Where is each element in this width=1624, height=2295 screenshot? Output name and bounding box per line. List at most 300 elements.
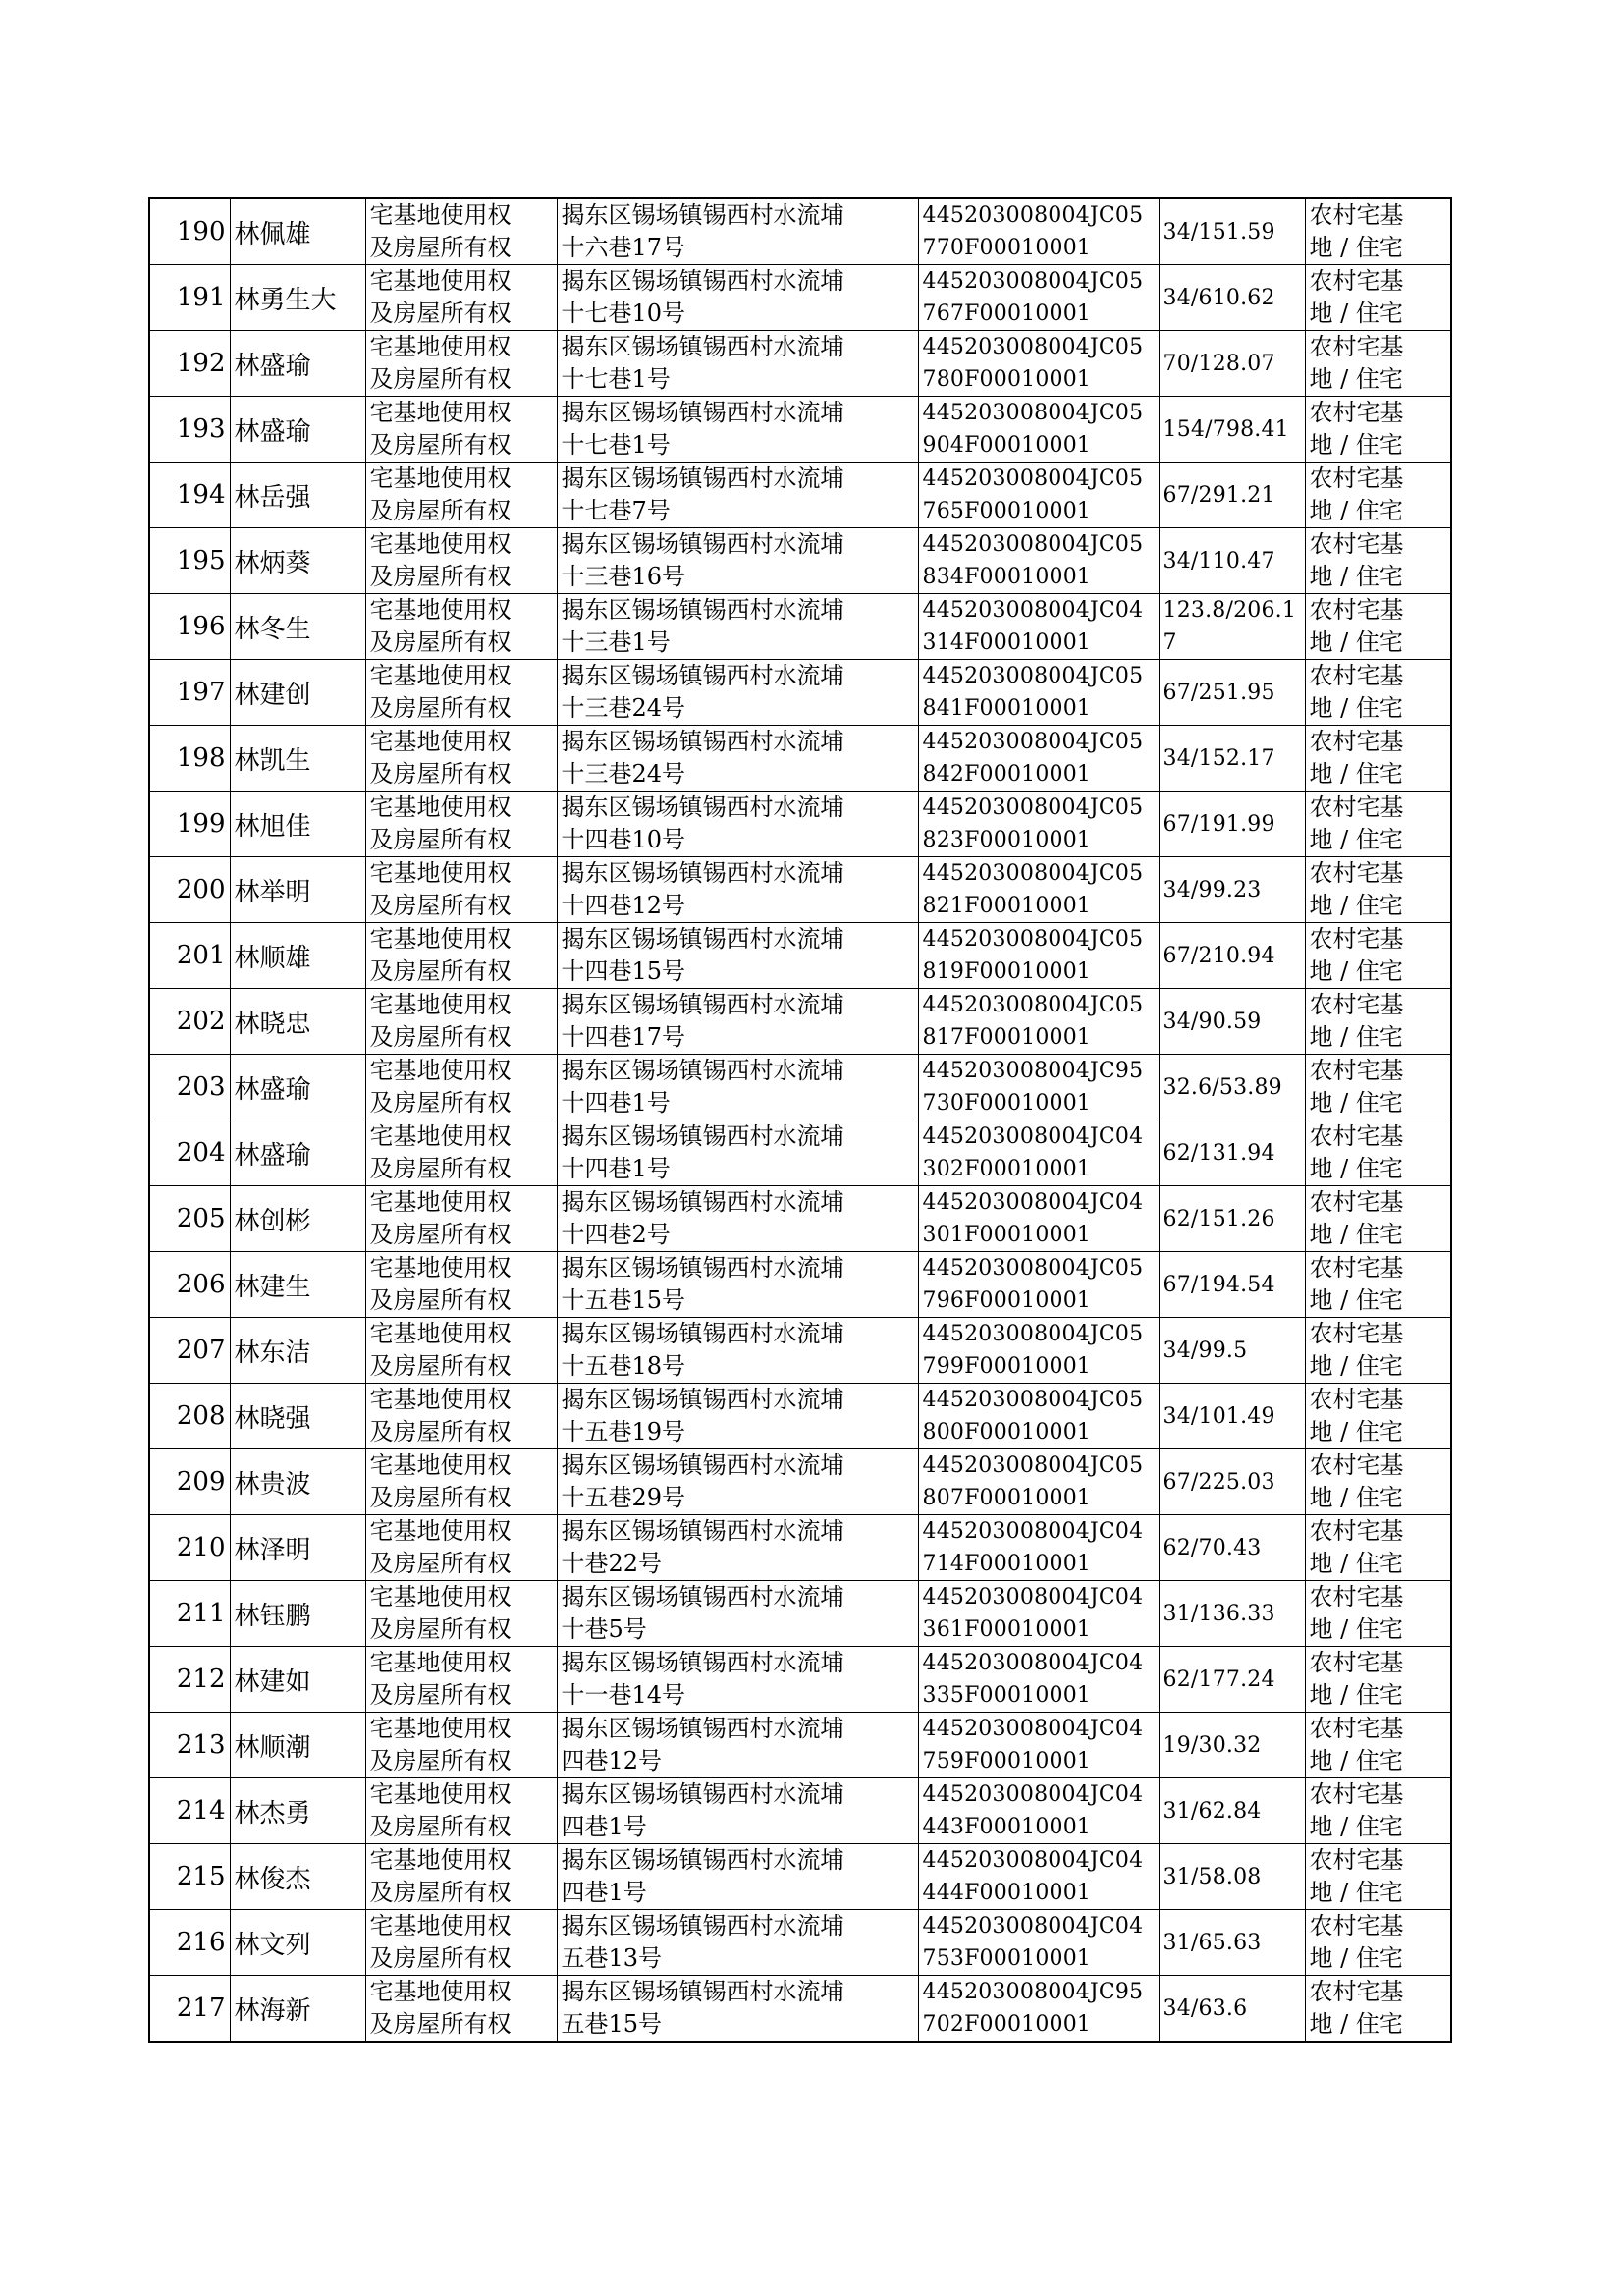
right-type-line: 及房屋所有权 bbox=[369, 1681, 512, 1709]
owner-name: 林盛瑜 bbox=[234, 1140, 311, 1171]
right-type-line: 及房屋所有权 bbox=[369, 1221, 512, 1248]
table-row bbox=[149, 1581, 1451, 1647]
owner-name-cell bbox=[230, 1515, 365, 1581]
address-line: 揭东区锡场镇锡西村水流埔 bbox=[561, 1057, 844, 1084]
right-type-line: 宅基地使用权 bbox=[369, 1188, 512, 1216]
right-type-line: 及房屋所有权 bbox=[369, 826, 512, 853]
owner-name-cell bbox=[230, 463, 365, 528]
table-row bbox=[149, 1384, 1451, 1449]
right-type-cell bbox=[365, 1713, 557, 1778]
parcel-code-line: 361F00010001 bbox=[922, 1617, 1092, 1642]
parcel-code-cell bbox=[918, 1778, 1159, 1844]
owner-name-cell bbox=[230, 397, 365, 463]
right-type-line: 宅基地使用权 bbox=[369, 596, 512, 624]
row-number-cell bbox=[149, 1515, 230, 1581]
land-use-line: 地 / 住宅 bbox=[1309, 1155, 1403, 1182]
parcel-code-line: 807F00010001 bbox=[922, 1486, 1092, 1510]
address-line: 揭东区锡场镇锡西村水流埔 bbox=[561, 1188, 844, 1216]
land-use-cell bbox=[1305, 198, 1451, 265]
right-type-line: 及房屋所有权 bbox=[369, 2010, 512, 2038]
parcel-code-line: 714F00010001 bbox=[922, 1552, 1092, 1576]
owner-name-cell bbox=[230, 331, 365, 397]
address-cell bbox=[557, 1120, 918, 1186]
table-row bbox=[149, 660, 1451, 726]
area-value: 67/291.21 bbox=[1163, 482, 1275, 508]
owner-name-cell bbox=[230, 792, 365, 857]
owner-name: 林盛瑜 bbox=[234, 416, 311, 447]
area-value: 31/58.08 bbox=[1163, 1864, 1262, 1889]
area-value: 31/65.63 bbox=[1163, 1930, 1262, 1955]
owner-name-cell bbox=[230, 1120, 365, 1186]
parcel-code-cell bbox=[918, 989, 1159, 1055]
right-type-line: 及房屋所有权 bbox=[369, 1155, 512, 1182]
owner-name: 林冬生 bbox=[234, 614, 311, 644]
row-number: 211 bbox=[176, 1599, 226, 1628]
address-line: 揭东区锡场镇锡西村水流埔 bbox=[561, 1320, 844, 1347]
parcel-code-line: 842F00010001 bbox=[922, 762, 1092, 787]
address-line: 揭东区锡场镇锡西村水流埔 bbox=[561, 464, 844, 492]
parcel-code-line: 445203008004JC04 bbox=[922, 1782, 1144, 1807]
right-type-line: 宅基地使用权 bbox=[369, 859, 512, 887]
land-use-cell bbox=[1305, 1976, 1451, 2043]
land-use-cell bbox=[1305, 463, 1451, 528]
row-number: 215 bbox=[176, 1862, 226, 1891]
right-type-line: 宅基地使用权 bbox=[369, 1649, 512, 1676]
land-use-line: 地 / 住宅 bbox=[1309, 892, 1403, 919]
land-use-line: 地 / 住宅 bbox=[1309, 1944, 1403, 1972]
address-line: 揭东区锡场镇锡西村水流埔 bbox=[561, 596, 844, 624]
area-value: 67/210.94 bbox=[1163, 943, 1275, 968]
address-cell bbox=[557, 198, 918, 265]
land-use-cell bbox=[1305, 1186, 1451, 1252]
owner-name-cell bbox=[230, 1910, 365, 1976]
parcel-code-line: 314F00010001 bbox=[922, 630, 1092, 655]
table-row bbox=[149, 1910, 1451, 1976]
land-use-cell bbox=[1305, 528, 1451, 594]
address-line: 揭东区锡场镇锡西村水流埔 bbox=[561, 925, 844, 953]
land-use-line: 地 / 住宅 bbox=[1309, 760, 1403, 788]
parcel-code-line: 445203008004JC05 bbox=[922, 401, 1144, 425]
row-number: 207 bbox=[176, 1336, 226, 1365]
parcel-code-cell bbox=[918, 1647, 1159, 1713]
area-cell bbox=[1159, 726, 1305, 792]
area-value: 32.6/53.89 bbox=[1163, 1074, 1282, 1100]
land-use-line: 农村宅基 bbox=[1309, 1649, 1404, 1676]
parcel-code-line: 444F00010001 bbox=[922, 1881, 1092, 1905]
parcel-code-line: 823F00010001 bbox=[922, 828, 1092, 852]
address-line: 十七巷1号 bbox=[561, 431, 671, 459]
right-type-line: 宅基地使用权 bbox=[369, 530, 512, 558]
address-line: 十四巷10号 bbox=[561, 826, 686, 853]
land-use-line: 地 / 住宅 bbox=[1309, 431, 1403, 459]
row-number: 200 bbox=[176, 875, 226, 904]
parcel-code-line: 445203008004JC05 bbox=[922, 861, 1144, 886]
parcel-code-cell bbox=[918, 1055, 1159, 1120]
address-line: 十三巷1号 bbox=[561, 628, 671, 656]
row-number: 193 bbox=[176, 414, 226, 444]
table-row bbox=[149, 594, 1451, 660]
address-line: 揭东区锡场镇锡西村水流埔 bbox=[561, 1912, 844, 1940]
right-type-cell bbox=[365, 1647, 557, 1713]
row-number-cell bbox=[149, 923, 230, 989]
land-use-cell bbox=[1305, 726, 1451, 792]
land-use-cell bbox=[1305, 1910, 1451, 1976]
table-row bbox=[149, 1647, 1451, 1713]
land-use-line: 农村宅基 bbox=[1309, 1451, 1404, 1479]
table-row bbox=[149, 1778, 1451, 1844]
right-type-cell bbox=[365, 198, 557, 265]
address-cell bbox=[557, 1186, 918, 1252]
right-type-cell bbox=[365, 1055, 557, 1120]
area-value: 34/90.59 bbox=[1163, 1009, 1262, 1034]
owner-name-cell bbox=[230, 1449, 365, 1515]
owner-name-cell bbox=[230, 726, 365, 792]
row-number: 204 bbox=[176, 1138, 226, 1168]
land-use-line: 地 / 住宅 bbox=[1309, 1484, 1403, 1511]
land-use-cell bbox=[1305, 1844, 1451, 1910]
land-use-cell bbox=[1305, 923, 1451, 989]
address-cell bbox=[557, 1976, 918, 2043]
row-number: 206 bbox=[176, 1270, 226, 1299]
row-number: 192 bbox=[176, 349, 226, 378]
address-line: 五巷13号 bbox=[561, 1944, 663, 1972]
right-type-cell bbox=[365, 265, 557, 331]
right-type-line: 及房屋所有权 bbox=[369, 760, 512, 788]
parcel-code-line: 445203008004JC05 bbox=[922, 993, 1144, 1017]
parcel-code-line: 445203008004JC05 bbox=[922, 1453, 1144, 1478]
area-cell bbox=[1159, 397, 1305, 463]
owner-name-cell bbox=[230, 1844, 365, 1910]
address-cell bbox=[557, 660, 918, 726]
table-row bbox=[149, 1449, 1451, 1515]
address-line: 十巷5号 bbox=[561, 1615, 647, 1643]
parcel-code-line: 445203008004JC05 bbox=[922, 269, 1144, 294]
row-number: 209 bbox=[176, 1467, 226, 1497]
right-type-line: 宅基地使用权 bbox=[369, 1057, 512, 1084]
address-cell bbox=[557, 1055, 918, 1120]
address-line: 十四巷17号 bbox=[561, 1023, 686, 1051]
land-use-line: 农村宅基 bbox=[1309, 1583, 1404, 1611]
area-value: 34/610.62 bbox=[1163, 285, 1275, 310]
area-cell bbox=[1159, 528, 1305, 594]
land-use-cell bbox=[1305, 1581, 1451, 1647]
parcel-code-line: 730F00010001 bbox=[922, 1091, 1092, 1116]
parcel-code-line: 445203008004JC95 bbox=[922, 1059, 1144, 1083]
owner-name: 林泽明 bbox=[234, 1535, 311, 1565]
owner-name: 林贵波 bbox=[234, 1469, 311, 1500]
parcel-code-line: 445203008004JC04 bbox=[922, 1190, 1144, 1215]
row-number-cell bbox=[149, 1647, 230, 1713]
owner-name-cell bbox=[230, 1055, 365, 1120]
land-use-line: 地 / 住宅 bbox=[1309, 1813, 1403, 1840]
right-type-cell bbox=[365, 857, 557, 923]
right-type-cell bbox=[365, 528, 557, 594]
right-type-cell bbox=[365, 1186, 557, 1252]
owner-name-cell bbox=[230, 1384, 365, 1449]
area-value: 34/110.47 bbox=[1163, 548, 1275, 574]
owner-name-cell bbox=[230, 1778, 365, 1844]
owner-name: 林勇生大 bbox=[234, 285, 337, 315]
land-use-cell bbox=[1305, 1647, 1451, 1713]
owner-name: 林佩雄 bbox=[234, 219, 311, 249]
area-cell bbox=[1159, 265, 1305, 331]
owner-name-cell bbox=[230, 923, 365, 989]
parcel-code-cell bbox=[918, 463, 1159, 528]
parcel-code-line: 445203008004JC95 bbox=[922, 1980, 1144, 2004]
right-type-line: 及房屋所有权 bbox=[369, 1418, 512, 1446]
land-use-line: 农村宅基 bbox=[1309, 1780, 1404, 1808]
row-number-cell bbox=[149, 726, 230, 792]
land-use-cell bbox=[1305, 1515, 1451, 1581]
right-type-line: 及房屋所有权 bbox=[369, 1944, 512, 1972]
address-line: 十四巷12号 bbox=[561, 892, 686, 919]
area-cell bbox=[1159, 857, 1305, 923]
owner-name-cell bbox=[230, 198, 365, 265]
area-cell bbox=[1159, 1778, 1305, 1844]
table-row bbox=[149, 397, 1451, 463]
address-cell bbox=[557, 1713, 918, 1778]
area-value: 31/62.84 bbox=[1163, 1798, 1262, 1824]
table-row bbox=[149, 1186, 1451, 1252]
area-cell bbox=[1159, 1515, 1305, 1581]
owner-name-cell bbox=[230, 265, 365, 331]
row-number-cell bbox=[149, 1252, 230, 1318]
land-use-line: 农村宅基 bbox=[1309, 1320, 1404, 1347]
parcel-code-cell bbox=[918, 331, 1159, 397]
address-line: 揭东区锡场镇锡西村水流埔 bbox=[561, 1583, 844, 1611]
land-use-line: 农村宅基 bbox=[1309, 925, 1404, 953]
right-type-line: 及房屋所有权 bbox=[369, 1286, 512, 1314]
row-number-cell bbox=[149, 1186, 230, 1252]
owner-name: 林顺雄 bbox=[234, 943, 311, 973]
land-use-cell bbox=[1305, 265, 1451, 331]
land-use-line: 农村宅基 bbox=[1309, 1715, 1404, 1742]
address-line: 揭东区锡场镇锡西村水流埔 bbox=[561, 1122, 844, 1150]
table-row bbox=[149, 923, 1451, 989]
right-type-line: 及房屋所有权 bbox=[369, 563, 512, 590]
table-row bbox=[149, 1515, 1451, 1581]
row-number: 214 bbox=[176, 1796, 226, 1826]
right-type-line: 宅基地使用权 bbox=[369, 1254, 512, 1282]
owner-name-cell bbox=[230, 1976, 365, 2043]
parcel-code-line: 443F00010001 bbox=[922, 1815, 1092, 1839]
land-use-cell bbox=[1305, 331, 1451, 397]
address-line: 揭东区锡场镇锡西村水流埔 bbox=[561, 267, 844, 295]
row-number: 195 bbox=[176, 546, 226, 575]
right-type-line: 宅基地使用权 bbox=[369, 662, 512, 689]
table-row bbox=[149, 1844, 1451, 1910]
row-number-cell bbox=[149, 463, 230, 528]
owner-name-cell bbox=[230, 857, 365, 923]
address-line: 十七巷7号 bbox=[561, 497, 671, 524]
row-number: 196 bbox=[176, 612, 226, 641]
land-use-line: 农村宅基 bbox=[1309, 333, 1404, 360]
owner-name: 林凯生 bbox=[234, 745, 311, 776]
row-number: 194 bbox=[176, 480, 226, 510]
address-line: 十七巷10号 bbox=[561, 300, 686, 327]
land-use-line: 地 / 住宅 bbox=[1309, 1286, 1403, 1314]
right-type-cell bbox=[365, 923, 557, 989]
right-type-line: 及房屋所有权 bbox=[369, 892, 512, 919]
land-use-line: 农村宅基 bbox=[1309, 464, 1404, 492]
address-line: 十三巷24号 bbox=[561, 760, 686, 788]
right-type-cell bbox=[365, 1515, 557, 1581]
land-use-line: 地 / 住宅 bbox=[1309, 365, 1403, 393]
row-number-cell bbox=[149, 331, 230, 397]
right-type-cell bbox=[365, 1778, 557, 1844]
area-cell bbox=[1159, 1844, 1305, 1910]
right-type-line: 宅基地使用权 bbox=[369, 1978, 512, 2005]
land-use-cell bbox=[1305, 1120, 1451, 1186]
land-use-line: 农村宅基 bbox=[1309, 399, 1404, 426]
address-line: 十四巷15号 bbox=[561, 957, 686, 985]
row-number-cell bbox=[149, 1910, 230, 1976]
parcel-code-cell bbox=[918, 923, 1159, 989]
right-type-line: 及房屋所有权 bbox=[369, 1813, 512, 1840]
table-row bbox=[149, 857, 1451, 923]
land-use-cell bbox=[1305, 792, 1451, 857]
land-use-line: 农村宅基 bbox=[1309, 201, 1404, 229]
parcel-code-line: 445203008004JC04 bbox=[922, 1651, 1144, 1675]
address-cell bbox=[557, 1647, 918, 1713]
land-use-line: 农村宅基 bbox=[1309, 1978, 1404, 2005]
owner-name: 林晓忠 bbox=[234, 1009, 311, 1039]
parcel-code-cell bbox=[918, 1581, 1159, 1647]
owner-name: 林顺潮 bbox=[234, 1732, 311, 1763]
right-type-line: 宅基地使用权 bbox=[369, 991, 512, 1018]
address-cell bbox=[557, 265, 918, 331]
address-cell bbox=[557, 528, 918, 594]
right-type-cell bbox=[365, 1120, 557, 1186]
right-type-cell bbox=[365, 726, 557, 792]
area-cell bbox=[1159, 1186, 1305, 1252]
table-row bbox=[149, 1318, 1451, 1384]
parcel-code-cell bbox=[918, 1384, 1159, 1449]
address-line: 揭东区锡场镇锡西村水流埔 bbox=[561, 793, 844, 821]
land-use-line: 地 / 住宅 bbox=[1309, 1089, 1403, 1117]
area-value: 62/177.24 bbox=[1163, 1667, 1275, 1692]
parcel-code-cell bbox=[918, 528, 1159, 594]
parcel-code-line: 445203008004JC04 bbox=[922, 1519, 1144, 1544]
address-line: 十四巷1号 bbox=[561, 1089, 671, 1117]
parcel-code-cell bbox=[918, 397, 1159, 463]
area-value: 123.8/206.17 bbox=[1163, 598, 1297, 655]
address-line: 揭东区锡场镇锡西村水流埔 bbox=[561, 1978, 844, 2005]
owner-name-cell bbox=[230, 989, 365, 1055]
parcel-code-line: 702F00010001 bbox=[922, 2012, 1092, 2037]
land-use-cell bbox=[1305, 1055, 1451, 1120]
row-number: 191 bbox=[176, 283, 226, 312]
table-row bbox=[149, 792, 1451, 857]
land-use-cell bbox=[1305, 660, 1451, 726]
area-cell bbox=[1159, 1910, 1305, 1976]
table-row bbox=[149, 1055, 1451, 1120]
area-value: 34/99.5 bbox=[1163, 1338, 1248, 1363]
right-type-cell bbox=[365, 660, 557, 726]
owner-name: 林岳强 bbox=[234, 482, 311, 513]
parcel-code-line: 817F00010001 bbox=[922, 1025, 1092, 1050]
address-cell bbox=[557, 463, 918, 528]
area-cell bbox=[1159, 594, 1305, 660]
row-number-cell bbox=[149, 1449, 230, 1515]
owner-name: 林炳葵 bbox=[234, 548, 311, 578]
area-value: 34/101.49 bbox=[1163, 1403, 1275, 1429]
address-cell bbox=[557, 726, 918, 792]
address-line: 十七巷1号 bbox=[561, 365, 671, 393]
land-use-line: 农村宅基 bbox=[1309, 1122, 1404, 1150]
owner-name: 林文列 bbox=[234, 1930, 311, 1960]
land-use-line: 农村宅基 bbox=[1309, 793, 1404, 821]
table-row bbox=[149, 528, 1451, 594]
right-type-line: 宅基地使用权 bbox=[369, 201, 512, 229]
address-line: 揭东区锡场镇锡西村水流埔 bbox=[561, 991, 844, 1018]
address-cell bbox=[557, 857, 918, 923]
parcel-code-line: 445203008004JC05 bbox=[922, 1256, 1144, 1281]
parcel-code-line: 770F00010001 bbox=[922, 236, 1092, 260]
parcel-code-line: 445203008004JC04 bbox=[922, 1914, 1144, 1939]
parcel-code-line: 759F00010001 bbox=[922, 1749, 1092, 1774]
address-line: 揭东区锡场镇锡西村水流埔 bbox=[561, 1517, 844, 1545]
address-line: 十五巷19号 bbox=[561, 1418, 686, 1446]
land-use-line: 地 / 住宅 bbox=[1309, 1352, 1403, 1380]
owner-name: 林杰勇 bbox=[234, 1798, 311, 1829]
owner-name: 林俊杰 bbox=[234, 1864, 311, 1894]
parcel-code-line: 445203008004JC05 bbox=[922, 1322, 1144, 1346]
land-use-line: 地 / 住宅 bbox=[1309, 694, 1403, 722]
land-use-line: 农村宅基 bbox=[1309, 1846, 1404, 1874]
address-cell bbox=[557, 331, 918, 397]
table-body bbox=[149, 198, 1451, 2042]
right-type-line: 及房屋所有权 bbox=[369, 497, 512, 524]
right-type-line: 及房屋所有权 bbox=[369, 628, 512, 656]
parcel-code-line: 445203008004JC04 bbox=[922, 1585, 1144, 1610]
land-use-cell bbox=[1305, 857, 1451, 923]
right-type-line: 及房屋所有权 bbox=[369, 300, 512, 327]
land-use-cell bbox=[1305, 989, 1451, 1055]
owner-name-cell bbox=[230, 1186, 365, 1252]
right-type-line: 及房屋所有权 bbox=[369, 1023, 512, 1051]
right-type-cell bbox=[365, 1449, 557, 1515]
table-row bbox=[149, 726, 1451, 792]
parcel-code-cell bbox=[918, 594, 1159, 660]
address-line: 揭东区锡场镇锡西村水流埔 bbox=[561, 662, 844, 689]
right-type-line: 宅基地使用权 bbox=[369, 728, 512, 755]
right-type-line: 及房屋所有权 bbox=[369, 365, 512, 393]
right-type-line: 宅基地使用权 bbox=[369, 1122, 512, 1150]
address-cell bbox=[557, 1515, 918, 1581]
row-number: 210 bbox=[176, 1533, 226, 1562]
row-number-cell bbox=[149, 528, 230, 594]
area-cell bbox=[1159, 1252, 1305, 1318]
row-number: 208 bbox=[176, 1401, 226, 1431]
address-line: 十巷22号 bbox=[561, 1550, 663, 1577]
address-line: 十三巷24号 bbox=[561, 694, 686, 722]
land-use-line: 农村宅基 bbox=[1309, 1386, 1404, 1413]
right-type-cell bbox=[365, 397, 557, 463]
owner-name: 林钰鹏 bbox=[234, 1601, 311, 1631]
address-line: 十一巷14号 bbox=[561, 1681, 686, 1709]
land-use-line: 农村宅基 bbox=[1309, 1912, 1404, 1940]
land-use-line: 农村宅基 bbox=[1309, 1188, 1404, 1216]
land-use-line: 地 / 住宅 bbox=[1309, 1023, 1403, 1051]
address-line: 揭东区锡场镇锡西村水流埔 bbox=[561, 1649, 844, 1676]
land-use-line: 农村宅基 bbox=[1309, 1057, 1404, 1084]
address-line: 揭东区锡场镇锡西村水流埔 bbox=[561, 1386, 844, 1413]
table-row bbox=[149, 989, 1451, 1055]
owner-name-cell bbox=[230, 1318, 365, 1384]
parcel-code-line: 799F00010001 bbox=[922, 1354, 1092, 1379]
area-value: 154/798.41 bbox=[1163, 416, 1289, 442]
